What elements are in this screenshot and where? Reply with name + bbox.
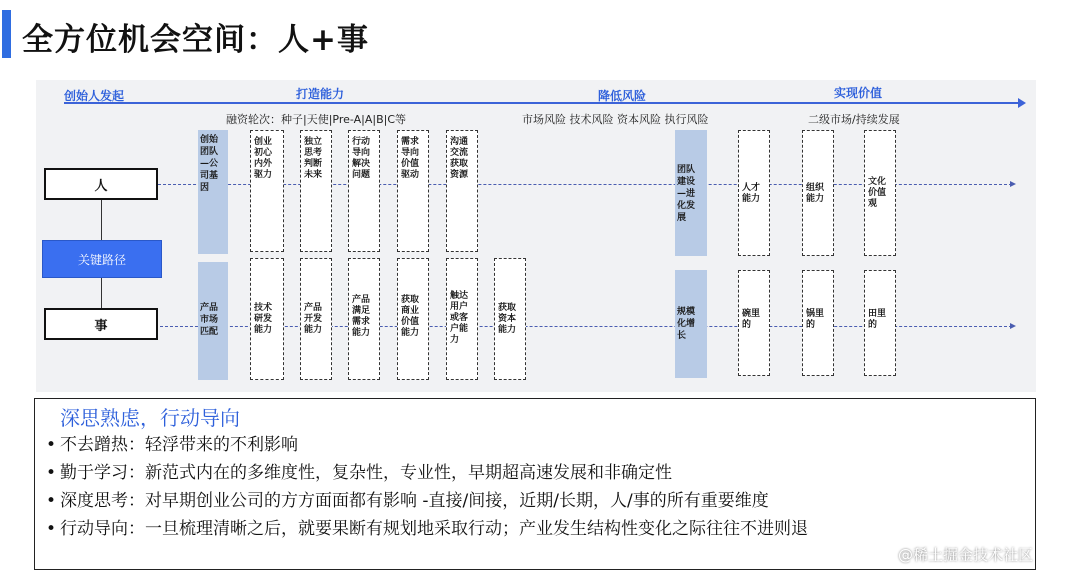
summary-bullet-text: 行动导向：一旦梳理清晰之后，就要果断有规划地采取行动；产业发生结构性变化之际往往不进则退 xyxy=(60,519,808,539)
person-growth-column xyxy=(675,130,707,256)
thing-step-label: 获取商业价值能力 xyxy=(401,295,420,338)
thing-outcome-box xyxy=(738,270,770,376)
person-step-label: 创业初心内外驱力 xyxy=(254,137,273,180)
thing-outcome-label: 田里的 xyxy=(868,309,887,330)
note-secondary: 二级市场/持续发展 xyxy=(808,113,900,126)
key-path-box: 关键路径 xyxy=(42,240,162,278)
arrow-right-icon xyxy=(1010,181,1016,187)
thing-outcome-label: 碗里的 xyxy=(742,309,761,330)
connector-line xyxy=(101,278,102,308)
person-box: 人 xyxy=(44,168,158,200)
person-step-box xyxy=(446,130,478,252)
thing-growth-label: 规模化增长 xyxy=(677,307,696,341)
person-step-label: 行动导向解决问题 xyxy=(352,137,371,180)
stage-build: 打造能力 xyxy=(296,87,345,101)
thing-step-label: 产品满足需求能力 xyxy=(352,295,371,338)
summary-heading: 深思熟虑，行动导向 xyxy=(60,406,240,430)
bullet-icon: • xyxy=(46,519,57,539)
arrow-right-icon xyxy=(1010,323,1016,329)
person-step-box xyxy=(397,130,429,252)
thing-step-label: 触达用户或客户能力 xyxy=(450,291,469,345)
thing-step-box xyxy=(250,258,284,380)
note-risks: 市场风险 技术风险 资本风险 执行风险 xyxy=(522,113,709,126)
note-funding: 融资轮次：种子|天使|Pre-A|A|B|C等 xyxy=(226,113,407,126)
thing-step-box xyxy=(348,258,380,380)
thing-outcome-label: 锅里的 xyxy=(806,309,825,330)
bullet-icon: • xyxy=(46,435,57,455)
person-outcome-box xyxy=(802,130,834,256)
thing-step-box xyxy=(300,258,332,380)
person-step-box xyxy=(250,130,284,252)
thing-outcome-box xyxy=(864,270,896,376)
person-growth-label: 团队建设—进化发展 xyxy=(677,165,696,223)
connector-line xyxy=(101,200,102,240)
summary-bullet-text: 勤于学习：新范式内在的多维度性，复杂性，专业性，早期超高速发展和非确定性 xyxy=(60,463,672,483)
summary-bullet-text: 深度思考：对早期创业公司的方方面面都有影响 -直接/间接，近期/长期，人/事的所有重要维度 xyxy=(60,491,769,511)
thing-start-column xyxy=(198,262,228,380)
thing-step-label: 获取资本能力 xyxy=(498,303,517,335)
thing-outcome-box xyxy=(802,270,834,376)
page-title: 全方位机会空间：人+事 xyxy=(22,22,369,58)
summary-bullet xyxy=(46,486,769,511)
thing-step-label: 产品开发能力 xyxy=(304,303,323,335)
person-step-label: 需求导向价值驱动 xyxy=(401,137,420,180)
bullet-icon: • xyxy=(46,463,57,483)
stage-reduce-risk: 降低风险 xyxy=(598,89,647,103)
person-step-box xyxy=(300,130,332,252)
stage-value: 实现价值 xyxy=(834,86,883,100)
person-start-label: 创始团队—公司基因 xyxy=(200,135,219,193)
thing-start-label: 产品市场匹配 xyxy=(200,303,219,337)
thing-step-box xyxy=(494,258,526,380)
summary-bullet xyxy=(46,514,808,539)
arrow-right-icon xyxy=(1018,98,1026,108)
person-outcome-label: 人才能力 xyxy=(742,183,761,204)
person-step-label: 沟通交流获取资源 xyxy=(450,137,469,180)
thing-step-box xyxy=(397,258,429,380)
person-start-column xyxy=(198,130,228,254)
summary-bullet xyxy=(46,430,298,455)
title-accent-bar xyxy=(2,10,11,58)
person-step-box xyxy=(348,130,380,252)
summary-bullet-text: 不去蹭热：轻浮带来的不利影响 xyxy=(60,435,298,455)
summary-bullet xyxy=(46,458,672,483)
timeline-arrow xyxy=(64,102,1020,104)
thing-box: 事 xyxy=(44,308,158,340)
person-step-label: 独立思考判断未来 xyxy=(304,137,323,180)
person-outcome-label: 文化价值观 xyxy=(868,177,887,209)
person-outcome-box xyxy=(864,130,896,256)
thing-step-label: 技术研发能力 xyxy=(254,303,273,335)
bullet-icon: • xyxy=(46,491,57,511)
thing-growth-column xyxy=(675,270,707,378)
thing-step-box xyxy=(446,258,478,380)
person-outcome-box xyxy=(738,130,770,256)
person-outcome-label: 组织能力 xyxy=(806,183,825,204)
stage-founder: 创始人发起 xyxy=(64,89,125,103)
watermark: @稀土掘金技术社区 xyxy=(898,546,1034,564)
